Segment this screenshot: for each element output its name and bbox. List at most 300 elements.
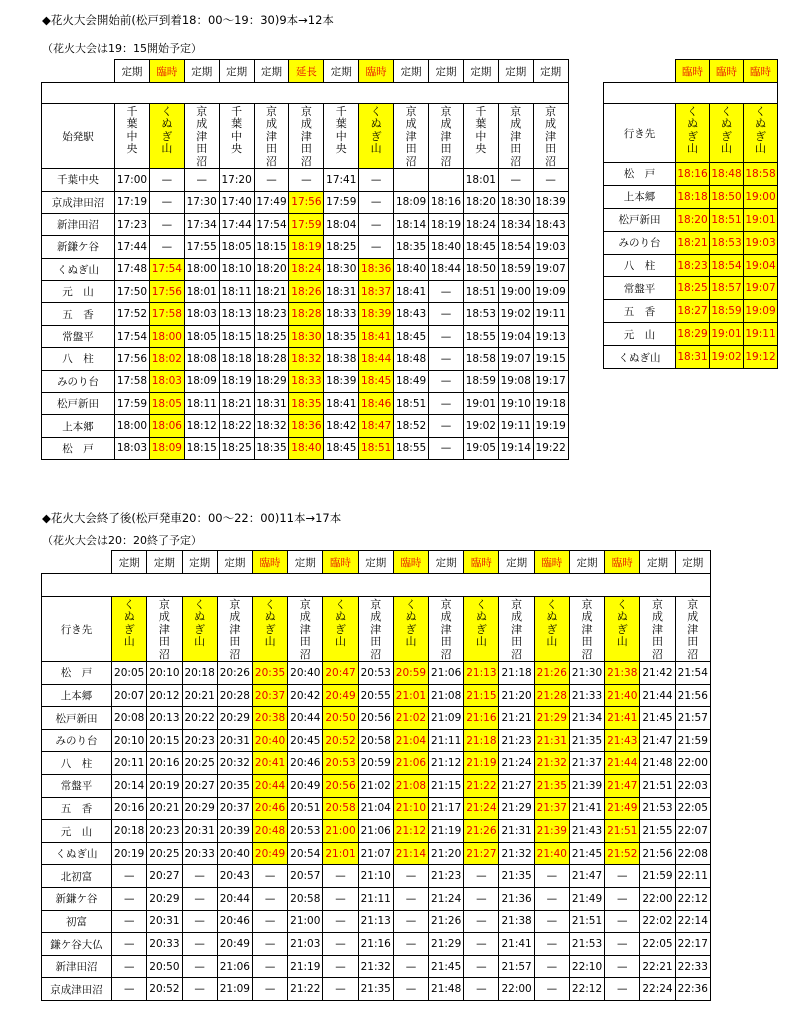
time-cell: 20:58: [358, 729, 393, 752]
time-cell: 20:13: [147, 707, 182, 730]
route-label-10: くぬぎ山: [475, 598, 487, 649]
time-cell: 18:01: [463, 169, 498, 191]
time-cell: 18:14: [394, 213, 429, 235]
time-cell: 19:05: [463, 437, 498, 459]
time-cell: 20:58: [323, 797, 358, 820]
time-cell: 17:55: [184, 236, 219, 258]
row-label: 行き先: [604, 104, 676, 163]
time-cell: 20:55: [358, 684, 393, 707]
time-cell: 18:10: [219, 258, 254, 280]
time-cell: 18:55: [463, 325, 498, 347]
time-cell: 20:51: [288, 797, 323, 820]
time-cell: 21:30: [569, 662, 604, 685]
time-cell: 18:53: [463, 303, 498, 325]
time-cell: 20:26: [217, 662, 252, 685]
route-label-1: 京成津田沼: [158, 598, 170, 661]
timetable-row: [604, 323, 778, 346]
time-cell: 21:01: [393, 684, 428, 707]
time-cell: 18:45: [394, 325, 429, 347]
time-cell: 20:37: [217, 797, 252, 820]
route-2: [744, 104, 778, 163]
train-type-4: 臨時: [252, 551, 287, 574]
time-cell: 21:17: [429, 797, 464, 820]
time-cell: 17:20: [219, 169, 254, 191]
time-cell: 17:41: [324, 169, 359, 191]
time-cell: 21:09: [217, 978, 252, 1001]
time-cell: —: [534, 933, 569, 956]
time-cell: 20:42: [288, 684, 323, 707]
time-cell: 21:26: [464, 820, 499, 843]
time-cell: 18:06: [149, 415, 184, 437]
route-6: [323, 597, 358, 662]
time-cell: 21:51: [605, 820, 640, 843]
train-type-6: 臨時: [323, 551, 358, 574]
station-name: 五 香: [604, 300, 676, 323]
time-cell: 18:43: [394, 303, 429, 325]
time-cell: 21:47: [640, 729, 675, 752]
station-name: 初富: [42, 910, 112, 933]
time-cell: 18:51: [710, 208, 744, 231]
time-cell: 19:04: [498, 325, 533, 347]
station-name: 松 戸: [604, 163, 676, 186]
time-cell: 18:38: [324, 348, 359, 370]
time-cell: 17:58: [149, 303, 184, 325]
time-cell: 18:00: [149, 325, 184, 347]
time-cell: 18:28: [289, 303, 324, 325]
time-cell: 22:07: [675, 820, 710, 843]
time-cell: —: [252, 888, 287, 911]
timetable-row: [42, 258, 569, 280]
time-cell: 18:16: [676, 163, 710, 186]
time-cell: —: [534, 955, 569, 978]
route-label-12: くぬぎ山: [546, 598, 558, 649]
time-cell: —: [393, 910, 428, 933]
time-cell: 18:57: [710, 277, 744, 300]
time-cell: 21:59: [640, 865, 675, 888]
corner-cell: [42, 551, 112, 574]
time-cell: 21:38: [499, 910, 534, 933]
time-cell: 18:09: [149, 437, 184, 459]
time-cell: —: [112, 978, 147, 1001]
timetable-row: [604, 208, 778, 231]
time-cell: 21:35: [569, 729, 604, 752]
time-cell: 21:18: [464, 729, 499, 752]
time-cell: 20:16: [112, 797, 147, 820]
route-0: [115, 104, 150, 169]
time-cell: 19:01: [744, 208, 778, 231]
time-cell: 21:32: [499, 842, 534, 865]
train-type-11: 定期: [499, 551, 534, 574]
time-cell: 18:50: [463, 258, 498, 280]
time-cell: 18:09: [394, 191, 429, 213]
timetable-row: [42, 933, 711, 956]
time-cell: 21:49: [569, 888, 604, 911]
time-cell: —: [429, 303, 464, 325]
section1-note: （花火大会は19：15開始予定）: [42, 42, 202, 55]
timetable-row: [604, 300, 778, 323]
time-cell: —: [429, 415, 464, 437]
time-cell: 20:25: [147, 842, 182, 865]
route-label-3: 京成津田沼: [229, 598, 241, 661]
train-type-0: 臨時: [676, 60, 710, 83]
timetable-row: [42, 978, 711, 1001]
time-cell: 19:12: [744, 346, 778, 369]
time-cell: 21:35: [499, 865, 534, 888]
timetable-row: [42, 752, 711, 775]
timetable-row: [42, 303, 569, 325]
time-cell: 18:47: [359, 415, 394, 437]
type-row: [604, 60, 778, 83]
train-type-11: 定期: [498, 60, 533, 83]
time-cell: —: [112, 955, 147, 978]
time-cell: 22:11: [675, 865, 710, 888]
time-cell: —: [605, 933, 640, 956]
time-cell: 20:14: [112, 775, 147, 798]
time-cell: 18:40: [289, 437, 324, 459]
timetable-row: [42, 393, 569, 415]
station-name: 八 柱: [42, 752, 112, 775]
time-cell: —: [605, 955, 640, 978]
time-cell: 20:11: [112, 752, 147, 775]
time-cell: 21:03: [288, 933, 323, 956]
time-cell: —: [464, 865, 499, 888]
route-3: [217, 597, 252, 662]
timetable-row: [42, 910, 711, 933]
train-type-1: 臨時: [710, 60, 744, 83]
time-cell: 18:24: [463, 213, 498, 235]
time-cell: 20:54: [288, 842, 323, 865]
time-cell: 18:40: [429, 236, 464, 258]
time-cell: 18:20: [463, 191, 498, 213]
time-cell: 21:06: [358, 820, 393, 843]
time-cell: 21:48: [640, 752, 675, 775]
time-cell: 20:05: [112, 662, 147, 685]
time-cell: 21:41: [569, 797, 604, 820]
time-cell: 20:23: [147, 820, 182, 843]
time-cell: 20:21: [147, 797, 182, 820]
route-7: [359, 104, 394, 169]
station-name: 北初富: [42, 865, 112, 888]
route-1: [147, 597, 182, 662]
route-10: [463, 104, 498, 169]
time-cell: 22:36: [675, 978, 710, 1001]
station-name: 元 山: [42, 281, 115, 303]
time-cell: 22:08: [675, 842, 710, 865]
time-cell: 19:07: [744, 277, 778, 300]
time-cell: 20:33: [182, 842, 217, 865]
route-label-5: 京成津田沼: [299, 598, 311, 661]
time-cell: 21:40: [605, 684, 640, 707]
time-cell: 21:40: [534, 842, 569, 865]
time-cell: 18:52: [394, 415, 429, 437]
section1-heading: ◆花火大会開始前(松戸到着18：00～19：30)9本→12本: [42, 13, 334, 27]
time-cell: 21:48: [429, 978, 464, 1001]
train-type-16: 定期: [675, 551, 710, 574]
time-cell: 18:11: [219, 281, 254, 303]
time-cell: 18:51: [359, 437, 394, 459]
time-cell: 20:29: [147, 888, 182, 911]
time-cell: 21:53: [569, 933, 604, 956]
train-type-2: 定期: [184, 60, 219, 83]
train-type-0: 定期: [115, 60, 150, 83]
time-cell: 18:59: [463, 370, 498, 392]
time-cell: 18:41: [359, 325, 394, 347]
route-label-11: 京成津田沼: [510, 105, 522, 168]
time-cell: 18:21: [676, 231, 710, 254]
time-cell: 22:12: [569, 978, 604, 1001]
time-cell: 21:53: [640, 797, 675, 820]
time-cell: 21:02: [393, 707, 428, 730]
time-cell: —: [534, 910, 569, 933]
route-11: [499, 597, 534, 662]
time-cell: 17:00: [115, 169, 150, 191]
time-cell: —: [359, 191, 394, 213]
route-12: [533, 104, 568, 169]
route-4: [254, 104, 289, 169]
time-cell: 18:29: [254, 370, 289, 392]
timetable-before-fireworks: [41, 59, 569, 460]
time-cell: 17:34: [184, 213, 219, 235]
time-cell: 21:24: [464, 797, 499, 820]
time-cell: —: [323, 888, 358, 911]
time-cell: 17:49: [254, 191, 289, 213]
time-cell: 18:00: [115, 415, 150, 437]
train-type-0: 定期: [112, 551, 147, 574]
route-0: [112, 597, 147, 662]
time-cell: 18:32: [254, 415, 289, 437]
time-cell: 21:24: [499, 752, 534, 775]
train-type-4: 定期: [254, 60, 289, 83]
station-name: 五 香: [42, 797, 112, 820]
time-cell: 18:39: [324, 370, 359, 392]
station-name: 松戸新田: [42, 393, 115, 415]
time-cell: —: [252, 910, 287, 933]
time-cell: 20:21: [182, 684, 217, 707]
corner-cell: [42, 60, 115, 83]
time-cell: 17:48: [115, 258, 150, 280]
station-name: くぬぎ山: [42, 842, 112, 865]
time-cell: 22:02: [640, 910, 675, 933]
time-cell: 21:19: [429, 820, 464, 843]
timetable-row: [604, 254, 778, 277]
time-cell: 20:44: [288, 707, 323, 730]
timetable-row: [42, 707, 711, 730]
time-cell: 19:02: [710, 346, 744, 369]
time-cell: 18:53: [710, 231, 744, 254]
time-cell: 20:59: [358, 752, 393, 775]
time-cell: 20:31: [182, 820, 217, 843]
time-cell: 21:39: [569, 775, 604, 798]
time-cell: 18:41: [324, 393, 359, 415]
time-cell: 19:01: [463, 393, 498, 415]
time-cell: 20:52: [147, 978, 182, 1001]
time-cell: 20:31: [217, 729, 252, 752]
corner-cell: [604, 60, 676, 83]
time-cell: 18:46: [359, 393, 394, 415]
time-cell: 19:09: [744, 300, 778, 323]
timetable-row: [604, 163, 778, 186]
time-cell: —: [112, 910, 147, 933]
time-cell: 20:56: [323, 775, 358, 798]
timetable-row: [42, 281, 569, 303]
time-cell: 21:29: [499, 797, 534, 820]
time-cell: 20:18: [112, 820, 147, 843]
time-cell: 21:15: [429, 775, 464, 798]
time-cell: 18:44: [359, 348, 394, 370]
time-cell: 18:22: [219, 415, 254, 437]
route-6: [324, 104, 359, 169]
time-cell: 21:56: [675, 684, 710, 707]
time-cell: 20:31: [147, 910, 182, 933]
time-cell: —: [289, 169, 324, 191]
timetable-row: [42, 169, 569, 191]
train-type-8: 定期: [394, 60, 429, 83]
timetable-row: [42, 325, 569, 347]
time-cell: 18:45: [324, 437, 359, 459]
route-1: [710, 104, 744, 163]
timetable-row: [604, 346, 778, 369]
station-name: 松 戸: [42, 662, 112, 685]
time-cell: 22:24: [640, 978, 675, 1001]
time-cell: 21:12: [429, 752, 464, 775]
type-row: [42, 60, 569, 83]
time-cell: —: [112, 933, 147, 956]
time-cell: 21:22: [464, 775, 499, 798]
time-cell: 21:42: [640, 662, 675, 685]
time-cell: 17:56: [289, 191, 324, 213]
time-cell: 17:44: [219, 213, 254, 235]
remark-cell: [604, 83, 778, 104]
time-cell: 17:19: [115, 191, 150, 213]
time-cell: 17:59: [289, 213, 324, 235]
time-cell: —: [533, 169, 568, 191]
time-cell: 18:23: [676, 254, 710, 277]
route-8: [394, 104, 429, 169]
time-cell: —: [429, 370, 464, 392]
time-cell: 20:27: [147, 865, 182, 888]
route-5: [289, 104, 324, 169]
time-cell: 18:48: [710, 163, 744, 186]
time-cell: 20:45: [288, 729, 323, 752]
time-cell: 18:18: [676, 185, 710, 208]
station-name: くぬぎ山: [42, 258, 115, 280]
time-cell: 20:49: [217, 933, 252, 956]
time-cell: —: [252, 978, 287, 1001]
time-cell: —: [464, 888, 499, 911]
time-cell: 19:11: [744, 323, 778, 346]
station-name: 上本郷: [604, 185, 676, 208]
time-cell: 18:30: [324, 258, 359, 280]
time-cell: 20:07: [112, 684, 147, 707]
train-type-12: 定期: [533, 60, 568, 83]
route-label-2: くぬぎ山: [194, 598, 206, 649]
time-cell: 18:45: [463, 236, 498, 258]
time-cell: 18:33: [324, 303, 359, 325]
time-cell: —: [605, 978, 640, 1001]
time-cell: 18:09: [184, 370, 219, 392]
time-cell: 21:37: [569, 752, 604, 775]
route-label-9: 京成津田沼: [440, 105, 452, 168]
time-cell: 18:24: [289, 258, 324, 280]
time-cell: 21:16: [358, 933, 393, 956]
time-cell: 21:47: [569, 865, 604, 888]
route-label-2: 京成津田沼: [196, 105, 208, 168]
time-cell: —: [429, 348, 464, 370]
train-type-13: 定期: [569, 551, 604, 574]
route-8: [393, 597, 428, 662]
route-12: [534, 597, 569, 662]
time-cell: 18:44: [429, 258, 464, 280]
time-cell: 18:20: [254, 258, 289, 280]
station-name: 京成津田沼: [42, 978, 112, 1001]
station-name: 京成津田沼: [42, 191, 115, 213]
route-label-11: 京成津田沼: [511, 598, 523, 661]
time-cell: 18:15: [254, 236, 289, 258]
time-cell: 21:02: [358, 775, 393, 798]
time-cell: —: [323, 955, 358, 978]
route-9: [429, 597, 464, 662]
time-cell: 18:58: [744, 163, 778, 186]
time-cell: —: [534, 888, 569, 911]
time-cell: 19:11: [533, 303, 568, 325]
time-cell: 21:37: [534, 797, 569, 820]
time-cell: 18:23: [254, 303, 289, 325]
remark-row: [42, 574, 711, 597]
time-cell: 21:26: [429, 910, 464, 933]
time-cell: 22:00: [640, 888, 675, 911]
train-type-9: 定期: [429, 60, 464, 83]
time-cell: 21:36: [499, 888, 534, 911]
time-cell: 18:04: [324, 213, 359, 235]
time-cell: 18:25: [676, 277, 710, 300]
time-cell: —: [252, 933, 287, 956]
time-cell: 21:41: [605, 707, 640, 730]
time-cell: 22:00: [675, 752, 710, 775]
timetable-row: [42, 370, 569, 392]
route-2: [182, 597, 217, 662]
time-cell: 21:56: [640, 842, 675, 865]
time-cell: 21:11: [358, 888, 393, 911]
time-cell: 18:18: [219, 348, 254, 370]
time-cell: 20:40: [288, 662, 323, 685]
time-cell: 22:05: [675, 797, 710, 820]
station-name: みのり台: [604, 231, 676, 254]
route-9: [429, 104, 464, 169]
route-label-1: くぬぎ山: [161, 105, 173, 156]
time-cell: 20:48: [252, 820, 287, 843]
time-cell: 18:03: [115, 437, 150, 459]
time-cell: 18:00: [184, 258, 219, 280]
time-cell: 19:19: [533, 415, 568, 437]
time-cell: 18:49: [394, 370, 429, 392]
time-cell: 18:37: [359, 281, 394, 303]
time-cell: 20:38: [252, 707, 287, 730]
time-cell: 18:25: [324, 236, 359, 258]
time-cell: —: [323, 910, 358, 933]
time-cell: 17:56: [149, 281, 184, 303]
time-cell: 20:19: [147, 775, 182, 798]
time-cell: —: [605, 865, 640, 888]
time-cell: 20:35: [252, 662, 287, 685]
time-cell: 20:39: [217, 820, 252, 843]
time-cell: 18:34: [498, 213, 533, 235]
time-cell: —: [149, 213, 184, 235]
time-cell: 19:09: [533, 281, 568, 303]
time-cell: —: [429, 437, 464, 459]
time-cell: 21:14: [393, 842, 428, 865]
time-cell: 21:31: [499, 820, 534, 843]
timetable-after-fireworks: [41, 550, 711, 1001]
